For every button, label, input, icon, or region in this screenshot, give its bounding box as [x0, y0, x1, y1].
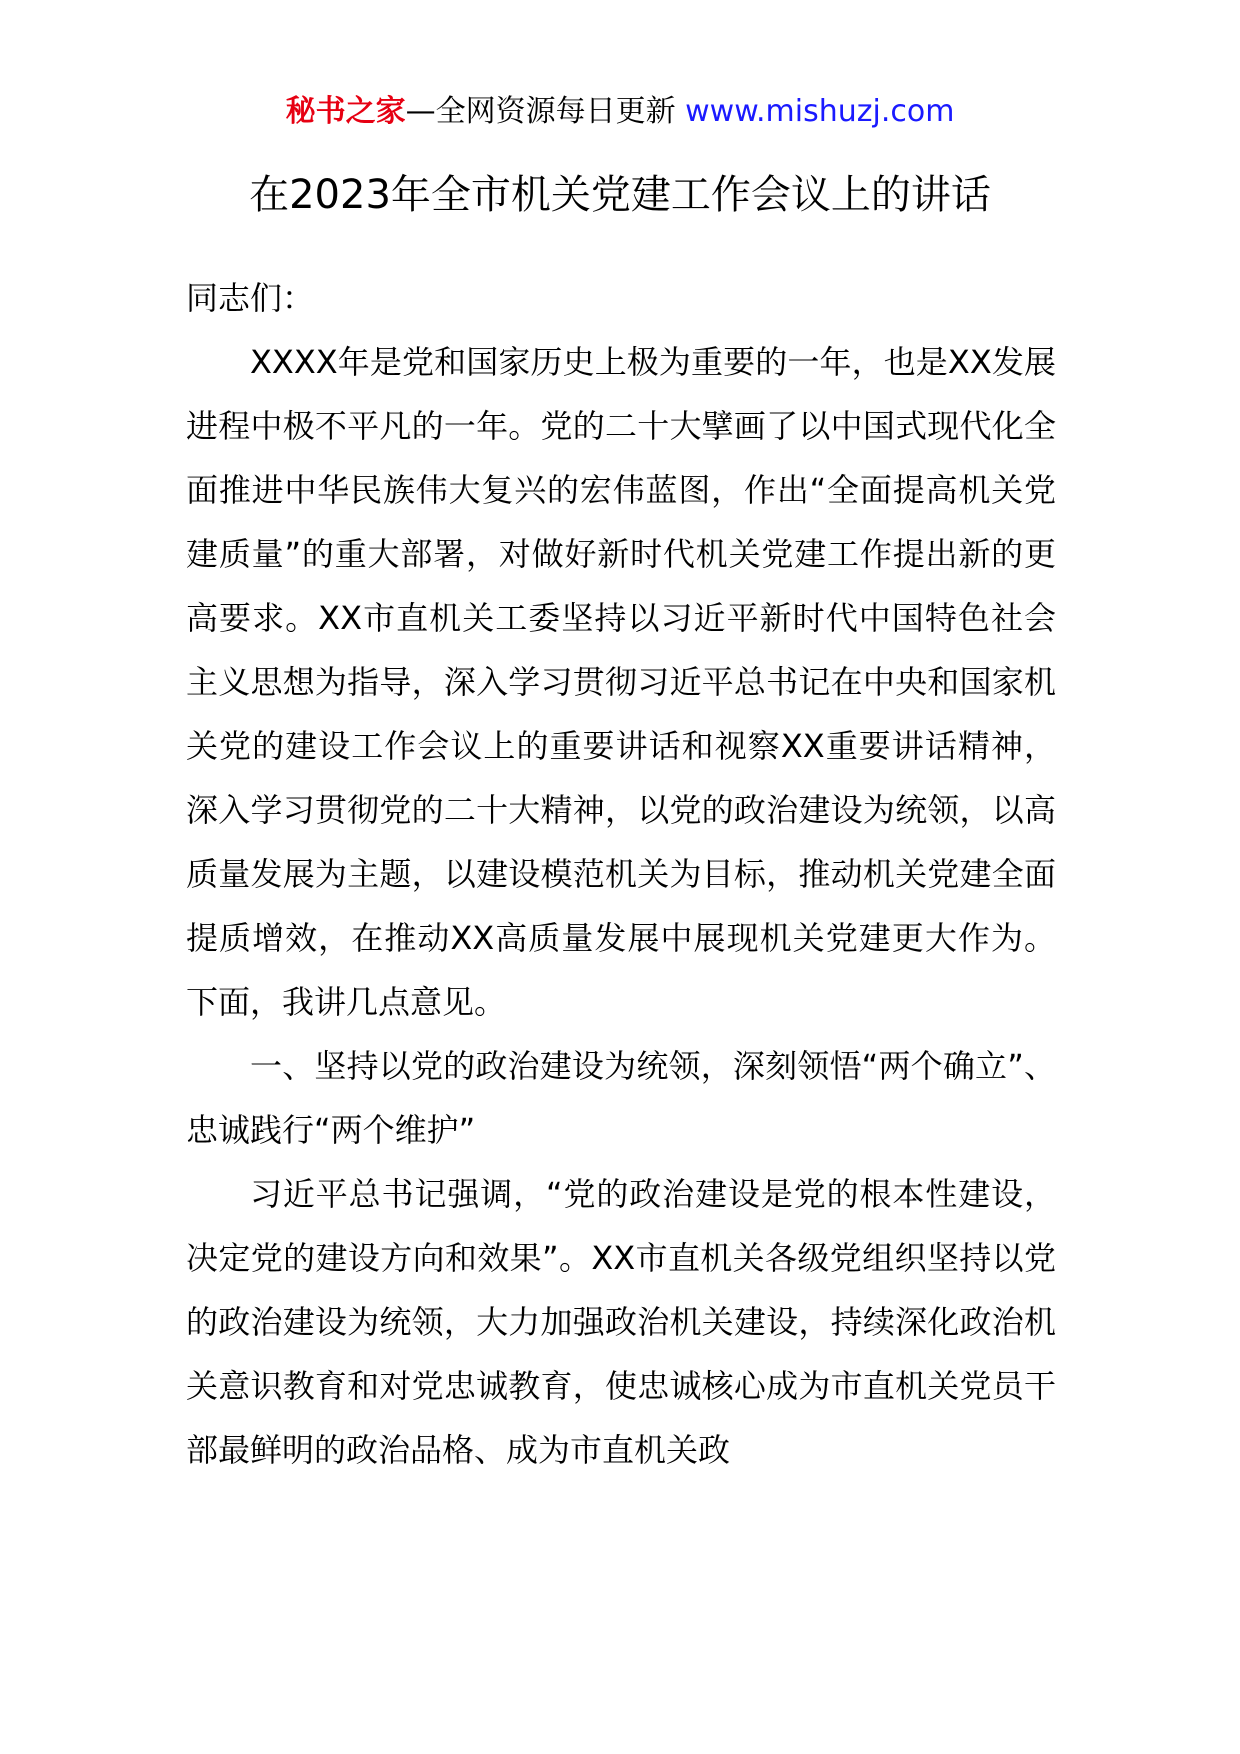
document-title: 在2023年全市机关党建工作会议上的讲话 [249, 172, 991, 218]
site-brand: 秘书之家 [285, 94, 406, 129]
site-tagline: —全网资源每日更新 [405, 94, 676, 129]
document-body [186, 266, 1056, 1482]
body-paragraph: XXXX年是党和国家历史上极为重要的一年，也是XX发展进程中极不平凡的一年。党的二十大擘画了以中国式现代化全面推进中华民族伟大复兴的宏伟蓝图，作出“全面提高机关党建质量”的重大部署，对做好新时代机关党建工作提出新的更高要求。XX市直机关工委坚持以习近平新时代中国特色社会主义思想为指导，深入学习贯彻习近平总书记在中央和国家机关党的建设工作会议上的重要讲话和视察XX重要讲话精神，深入学习贯彻党的二十大精神，以党的政治建设为统领，以高质量发展为主题，以建设模范机关为目标，推动机关党建全面提质增效，在推动XX高质量发展中展现机关党建更大作为。下面，我讲几点意见。 [186, 343, 1056, 1021]
site-header [0, 92, 1240, 132]
body-paragraph: 习近平总书记强调，“党的政治建设是党的根本性建设，决定党的建设方向和效果”。XX市直机关各级党组织坚持以党的政治建设为统领，大力加强政治机关建设，持续深化政治机关意识教育和对党忠诚教育，使忠诚核心成为市直机关党员干部最鲜明的政治品格、成为市直机关政 [186, 1175, 1056, 1469]
site-url-link[interactable]: www.mishuzj.com [685, 94, 955, 129]
salutation: 同志们： [186, 279, 315, 317]
section-heading: 一、坚持以党的政治建设为统领，深刻领悟“两个确立”、忠诚践行“两个维护” [186, 1047, 1056, 1149]
